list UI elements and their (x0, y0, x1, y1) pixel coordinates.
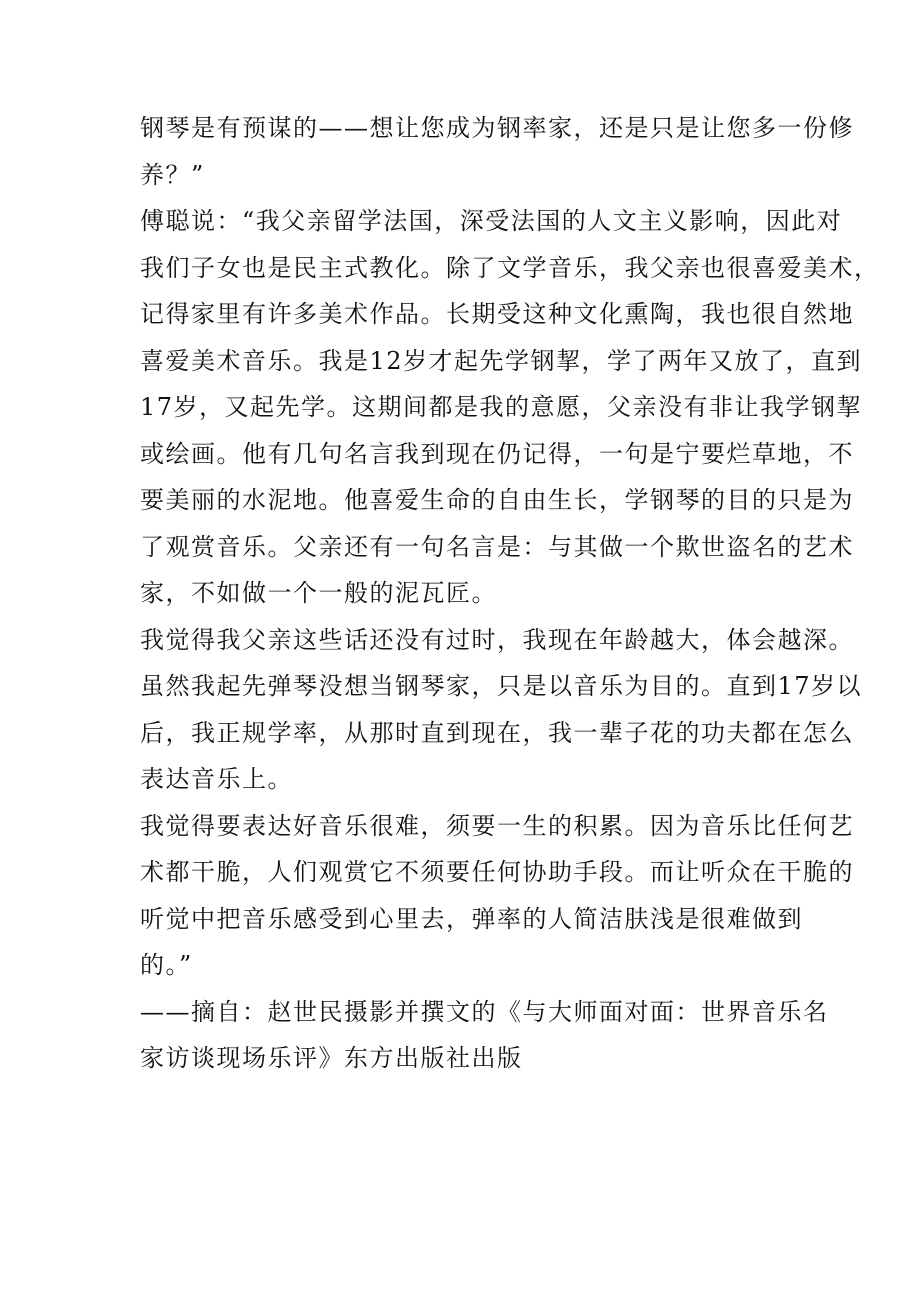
source-citation-line: 家访谈现场乐评》东方出版社出版 (140, 1044, 523, 1072)
text-line: 虽然我起先弹琴没想当钢琴家，只是以音乐为目的。直到17岁以 (140, 672, 863, 700)
article-text (140, 105, 880, 1082)
text-line: 17岁，又起先学。这期间都是我的意愿，父亲没有非让我学钢挈 (140, 393, 863, 421)
text-line: 我觉得我父亲这些话还没有过时，我现在年龄越大，体会越深。 (140, 625, 854, 654)
text-line: 或绘画。他有几句名言我到现在仍记得，一句是宁要烂草地，不 (140, 439, 854, 468)
text-line: 喜爱美术音乐。我是12岁才起先学钢挈，学了两年又放了，直到 (140, 346, 863, 375)
text-line: 表达音乐上。 (140, 765, 293, 793)
text-line: 傅聪说：“我父亲留学法国，深受法国的人文主义影响，因此对 (140, 207, 843, 235)
text-line: 记得家里有许多美术作品。长期受这种文化熏陶，我也很自然地 (140, 300, 854, 328)
text-line: 家，不如做一个一般的泥瓦匠。 (140, 579, 497, 607)
text-line: 我们子女也是民主式教化。除了文学音乐，我父亲也很喜爱美术， (140, 253, 880, 282)
text-line: 后，我正规学率，从那时直到现在，我一辈子花的功夫都在怎么 (140, 718, 854, 747)
text-line: 听觉中把音乐感受到心里去，弹率的人简洁肤浅是很难做到 (140, 904, 803, 933)
text-line: 养？” (140, 160, 205, 189)
text-line: 我觉得要表达好音乐很难，须要一生的积累。因为音乐比任何艺 (140, 811, 854, 840)
text-line: 钢琴是有预谋的——想让您成为钢率家，还是只是让您多一份修 (140, 114, 854, 142)
text-line: 的。” (140, 951, 193, 979)
text-line: 了观赏音乐。父亲还有一句名言是：与其做一个欺世盗名的艺术 (140, 532, 854, 561)
text-line: 术都干脆，人们观赏它不须要任何协助手段。而让听众在干脆的 (140, 858, 854, 886)
text-line: 要美丽的水泥地。他喜爱生命的自由生长，学钢琴的目的只是为 (140, 486, 854, 514)
source-citation-line: ——摘自：赵世民摄影并撰文的《与大师面对面：世界音乐名 (140, 997, 829, 1026)
